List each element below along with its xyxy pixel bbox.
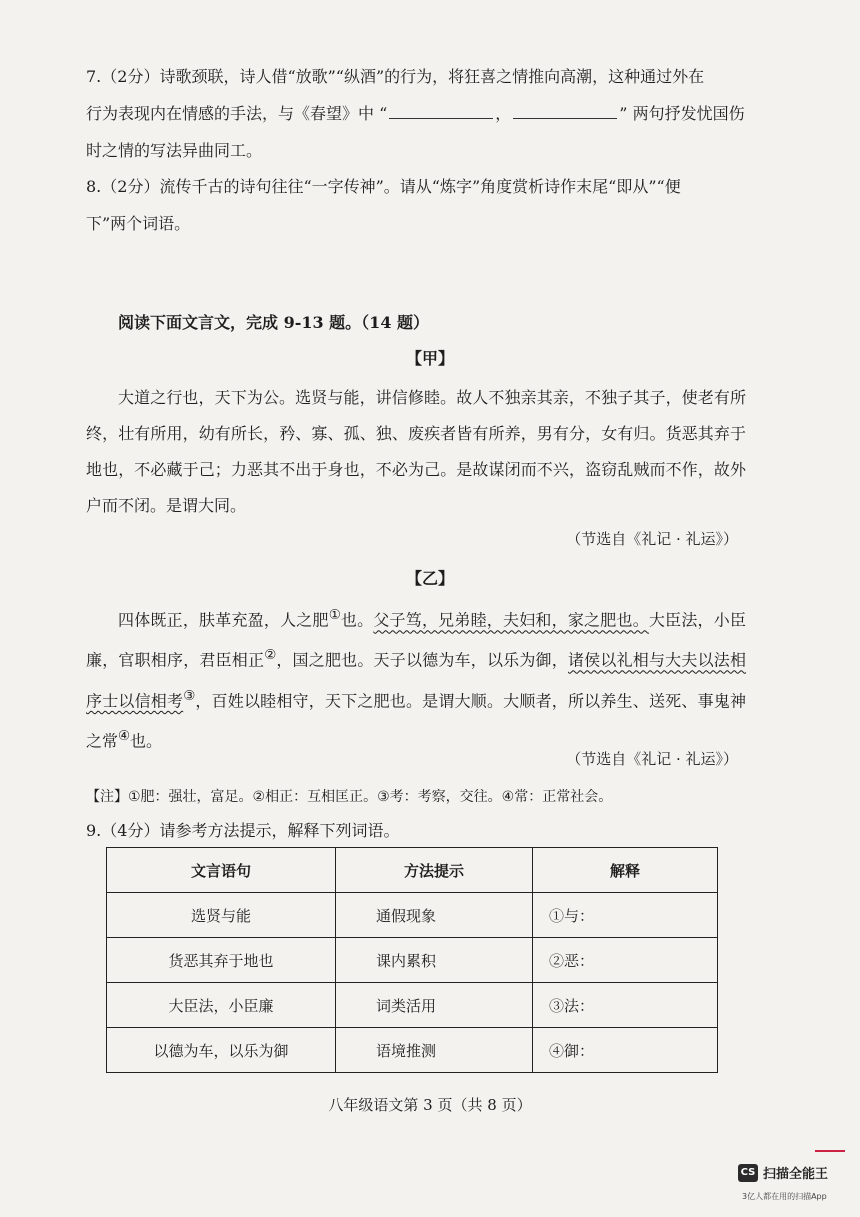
- passage-jia-text: 大道之行也，天下为公。选贤与能，讲信修睦。故人不独亲其亲，不独子其子，使老有所终，壮有所用，幼有所长，矜、寡、孤、独、废疾者皆有所养，男有分，女有归。货恶其弃于地也，不必藏于己；力恶其不出于身也，不必为己。是故谋闭而不兴，盗窃乱贼而不作，故外户而不闭。是谓大同。: [86, 388, 746, 515]
- cell-method: 课内累积: [336, 938, 533, 983]
- underlined-sentence-2: 诸侯以礼相与大夫以法相序士以信相考: [86, 650, 746, 710]
- footnote-marker: ②: [264, 648, 277, 664]
- footnote-marker: ①: [328, 608, 341, 623]
- scanner-watermark: [738, 1163, 828, 1182]
- underlined-sentence-1: 父子笃，兄弟睦，夫妇和，家之肥也。: [373, 610, 649, 630]
- cell-answer[interactable]: ②恶：: [533, 938, 718, 983]
- table-row: [107, 893, 718, 938]
- q7-separator: ，: [495, 104, 512, 123]
- question-9-prompt: 9.（4分）请参考方法提示，解释下列词语。: [86, 821, 400, 840]
- scan-mark: [815, 1150, 845, 1152]
- passage-yi-source: （节选自《礼记 · 礼运》）: [566, 750, 738, 768]
- cell-method: 语境推测: [336, 1028, 533, 1073]
- header-sentence: 文言语句: [107, 848, 336, 893]
- passage-jia-source: （节选自《礼记 · 礼运》）: [566, 530, 738, 548]
- header-explanation: 解释: [533, 848, 718, 893]
- cell-answer[interactable]: ③法：: [533, 983, 718, 1028]
- cell-sentence: 以德为车，以乐为御: [107, 1028, 336, 1073]
- cell-sentence: 大臣法，小臣廉: [107, 983, 336, 1028]
- scanner-tagline: 3亿人都在用的扫描App: [742, 1192, 827, 1201]
- yi-segment: 也。: [340, 610, 374, 630]
- footnote-marker: ③: [183, 688, 196, 704]
- vocab-table: [106, 847, 718, 1073]
- reading-section-title: 阅读下面文言文，完成 9-13 题。（14 题）: [118, 313, 430, 332]
- cell-answer[interactable]: ④御：: [533, 1028, 718, 1073]
- yi-segment: 四体既正，肤革充盈，人之肥: [118, 610, 329, 630]
- yi-segment: 大臣法，小臣廉，官职相序，君臣相正: [86, 610, 746, 670]
- cell-answer[interactable]: ①与：: [533, 893, 718, 938]
- annotation-note: 【注】①肥：强壮，富足。②相正：互相匡正。③考：考察，交往。④常：正常社会。: [86, 789, 613, 805]
- q8-line1: 8.（2分）流传千古的诗句往往“一字传神”。请从“炼字”角度赏析诗作末尾“即从”“便: [86, 177, 681, 196]
- yi-segment: 也。: [129, 731, 162, 751]
- cell-method: 通假现象: [336, 893, 533, 938]
- yi-segment: ，百姓以睦相守，天下之肥也。是谓大顺。大顺者，所以养生、送死、事鬼神之常: [86, 690, 746, 751]
- answer-blank-1[interactable]: [389, 100, 493, 119]
- header-method: 方法提示: [336, 848, 533, 893]
- answer-blank-2[interactable]: [513, 100, 617, 119]
- scanner-app-name: 扫描全能王: [763, 1167, 829, 1182]
- passage-jia-label: 【甲】: [405, 349, 454, 368]
- q8-line2: 下”两个词语。: [86, 214, 191, 233]
- passage-yi-text: [86, 598, 746, 759]
- table-row: [107, 1028, 718, 1073]
- question-7: [86, 58, 756, 169]
- yi-segment: ，国之肥也。天子以德为车，以乐为御，: [276, 650, 568, 670]
- table-header-row: [107, 848, 718, 893]
- q7-line3: 时之情的写法异曲同工。: [86, 141, 263, 160]
- footnote-marker: ④: [118, 728, 130, 744]
- q7-line2-end: ” 两句抒发忧国伤: [619, 104, 745, 123]
- table-row: [107, 983, 718, 1028]
- q7-line2-start: 行为表现内在情感的手法，与《春望》中 “: [86, 104, 388, 123]
- question-8: [86, 168, 756, 242]
- table-row: [107, 938, 718, 983]
- page-footer: 八年级语文第 3 页（共 8 页）: [328, 1096, 532, 1114]
- cell-sentence: 选贤与能: [107, 893, 336, 938]
- cell-sentence: 货恶其弃于地也: [107, 938, 336, 983]
- q7-line1: 7.（2分）诗歌颈联，诗人借“放歌”“纵酒”的行为，将狂喜之情推向高潮，这种通过外在: [86, 67, 705, 86]
- camscanner-logo-icon: CS: [738, 1164, 758, 1182]
- passage-yi-label: 【乙】: [405, 569, 454, 588]
- cell-method: 词类活用: [336, 983, 533, 1028]
- q7-line2: [86, 95, 756, 132]
